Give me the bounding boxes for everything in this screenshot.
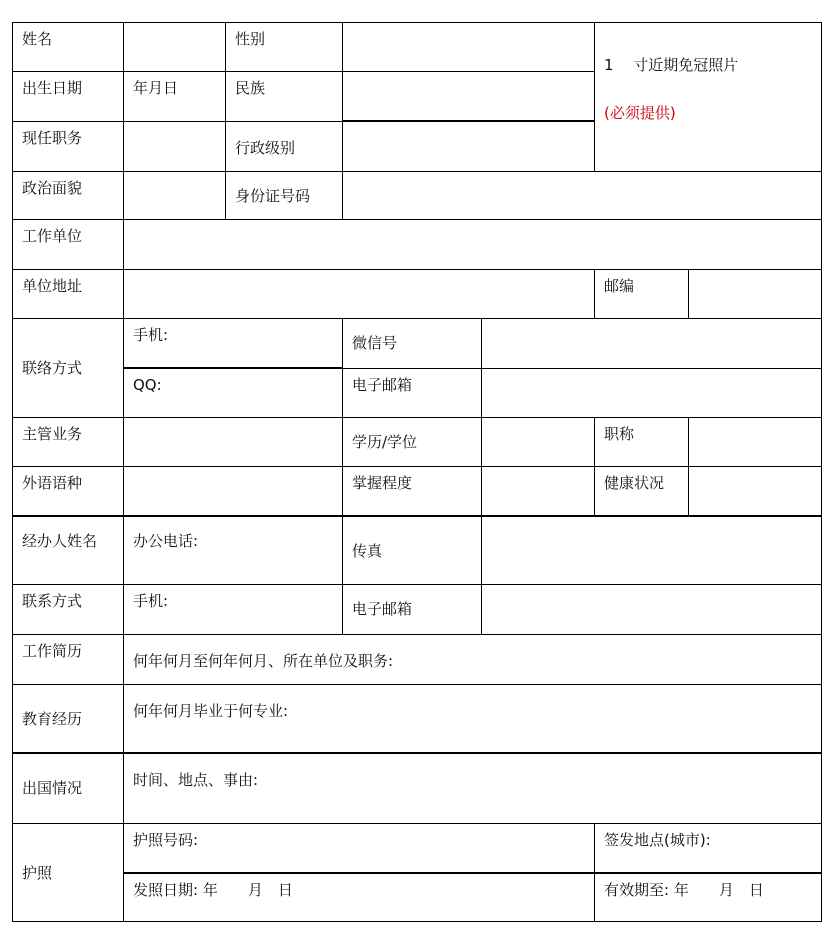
language-field[interactable] (123, 466, 342, 516)
agent-email-field[interactable] (481, 584, 822, 634)
passport-number-field[interactable]: 护照号码: (123, 823, 594, 873)
admin-level-field[interactable] (342, 121, 594, 171)
proficiency-label: 掌握程度 (342, 466, 481, 516)
divider (342, 120, 594, 122)
degree-field[interactable] (481, 417, 594, 466)
wechat-label: 微信号 (342, 318, 481, 368)
agent-contact-label: 联系方式 (12, 584, 123, 634)
political-status-field[interactable] (123, 171, 225, 219)
abroad-label: 出国情况 (12, 753, 123, 823)
birth-date-field[interactable]: 年月日 (123, 71, 225, 121)
proficiency-field[interactable] (481, 466, 594, 516)
id-number-label: 身份证号码 (225, 171, 342, 219)
id-number-field[interactable] (342, 171, 822, 219)
divider (123, 872, 822, 874)
wechat-field[interactable] (481, 318, 822, 368)
fax-field[interactable] (481, 516, 822, 584)
ethnic-label: 民族 (225, 71, 342, 121)
agent-name-label: 经办人姓名 (12, 516, 123, 584)
gender-field[interactable] (342, 22, 594, 71)
title-field[interactable] (688, 417, 822, 466)
postcode-label: 邮编 (594, 269, 688, 318)
issue-date-field[interactable]: 发照日期: 年 月 日 (123, 873, 594, 921)
mobile-field[interactable]: 手机: (123, 318, 342, 368)
workplace-field[interactable] (123, 219, 822, 269)
current-position-field[interactable] (123, 121, 225, 171)
photo-instruction: 1 寸近期免冠照片 (604, 56, 739, 74)
fax-label: 传真 (342, 516, 481, 584)
work-history-field[interactable]: 何年何月至何年何月、所在单位及职务: (123, 634, 822, 684)
email-field[interactable] (481, 368, 822, 417)
photo-required-note: (必须提供) (604, 104, 676, 122)
business-label: 主管业务 (12, 417, 123, 466)
address-label: 单位地址 (12, 269, 123, 318)
divider (12, 515, 822, 517)
business-field[interactable] (123, 417, 342, 466)
contact-label: 联络方式 (12, 318, 123, 417)
political-status-label: 政治面貌 (12, 171, 123, 219)
degree-label: 学历/学位 (342, 417, 481, 466)
issue-place-field[interactable]: 签发地点(城市): (594, 823, 822, 873)
gender-label: 性别 (225, 22, 342, 71)
email-label: 电子邮箱 (342, 368, 481, 417)
qq-field[interactable]: QQ: (123, 368, 342, 417)
health-label: 健康状况 (594, 466, 688, 516)
language-label: 外语语种 (12, 466, 123, 516)
postcode-field[interactable] (688, 269, 822, 318)
name-label: 姓名 (12, 22, 123, 71)
agent-mobile-field[interactable]: 手机: (123, 584, 342, 634)
workplace-label: 工作单位 (12, 219, 123, 269)
current-position-label: 现任职务 (12, 121, 123, 171)
agent-email-label: 电子邮箱 (342, 584, 481, 634)
table-border-bottom (12, 921, 822, 922)
education-label: 教育经历 (12, 684, 123, 753)
photo-cell[interactable] (594, 22, 822, 171)
ethnic-field[interactable] (342, 71, 594, 121)
birth-date-label: 出生日期 (12, 71, 123, 121)
work-history-label: 工作简历 (12, 634, 123, 684)
valid-until-field[interactable]: 有效期至: 年 月 日 (594, 873, 822, 921)
passport-label: 护照 (12, 823, 123, 921)
divider (12, 752, 822, 754)
title-label: 职称 (594, 417, 688, 466)
address-field[interactable] (123, 269, 594, 318)
abroad-field[interactable]: 时间、地点、事由: (123, 753, 822, 823)
health-field[interactable] (688, 466, 822, 516)
name-field[interactable] (123, 22, 225, 71)
admin-level-label: 行政级别 (225, 121, 342, 171)
table-border-right (821, 22, 822, 922)
divider (123, 367, 342, 369)
education-field[interactable]: 何年何月毕业于何专业: (123, 684, 822, 753)
office-phone-field[interactable]: 办公电话: (123, 516, 342, 584)
